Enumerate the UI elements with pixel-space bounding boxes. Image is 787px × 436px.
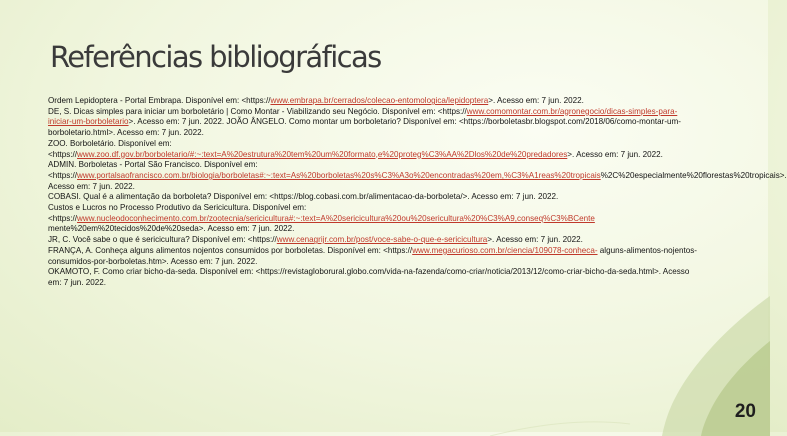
reference-link[interactable]: www.nucleodoconhecimento.com.br/zootecnia/sericicultura#:~:text=A%20sericicultura%20ou%20sericultura%20%C3%A9,conseq%C3%BCente <box>77 213 595 223</box>
reference-item <box>48 107 700 139</box>
reference-text: OKAMOTO, F. Como criar bicho-da-seda. Disponível em: <https://revistagloborural.globo.com/vida-na-fazenda/como-criar/noticia/2013/12/como-criar-bicho-da-seda.html>. Acesso em: 7 jun. 2022. <box>48 267 690 287</box>
page-number: 20 <box>734 401 756 422</box>
reference-text: JR, C. Você sabe o que é sericicultura? Disponível em: <https:// <box>48 235 277 245</box>
reference-text: ZOO. Borboletário. Disponível em: <https:// <box>48 138 172 159</box>
decorative-wave-icon <box>490 286 770 436</box>
reference-link[interactable]: www.embrapa.br/cerrados/colecao-entomologica/lepidoptera <box>270 96 489 105</box>
reference-link[interactable]: www.cenagrijr.com.br/post/voce-sabe-o-que-e-sericicultura <box>276 235 488 245</box>
reference-text: FRANÇA, A. Conheça alguns alimentos nojentos consumidos por borboletas. Disponível em: <https:// <box>48 245 413 255</box>
reference-item <box>48 246 700 267</box>
reference-text: ADMIN. Borboletas - Portal São Francisco. Disponível em: <https:// <box>48 160 258 180</box>
reference-link[interactable]: www.comomontar.com.br/agronegocio/dicas-simples-para-iniciar-um-borboletario <box>48 106 678 127</box>
reference-text: %2C%20especialmente%20florestas%20tropicais>. Acesso em: 7 jun. 2022. <box>48 170 787 191</box>
reference-item <box>48 139 700 160</box>
reference-text: >. Acesso em: 7 jun. 2022. <box>567 149 663 159</box>
reference-text: Ordem Lepidoptera - Portal Embrapa. Disponível em: <https:// <box>48 96 271 105</box>
reference-text: mente%20em%20tecidos%20de%20seda>. Acesso em: 7 jun. 2022. <box>48 224 295 234</box>
slide-title: Referências bibliográficas <box>50 40 381 74</box>
reference-link[interactable]: www.megacurioso.com.br/ciencia/109078-conheca- <box>412 245 598 255</box>
reference-text: COBASI. Qual é a alimentação da borboleta? Disponível em: <https://blog.cobasi.com.br/alimentacao-da-borboleta/>. Acesso em: 7 jun. 2022. <box>48 192 559 202</box>
reference-text: >. Acesso em: 7 jun. 2022. <box>487 235 583 245</box>
reference-text: DE, S. Dicas simples para iniciar um borboletário | Como Montar - Viabilizando seu Negócio. Disponível em: <https:// <box>48 106 467 116</box>
reference-text: alguns-alimentos-nojentos-consumidos-por-borboletas.htm>. Acesso em: 7 jun. 2022. <box>48 245 697 266</box>
reference-text: >. Acesso em: 7 jun. 2022. JOÃO ÂNGELO. Como montar um borboletario? Disponível em: <https://borboletasbr.blogspot.com/2018/06/como-montar-um-borboletario.html>. Acesso em: 7 jun. 2022. <box>48 117 681 138</box>
reference-link[interactable]: www.zoo.df.gov.br/borboletario/#:~:text=A%20estrutura%20tem%20um%20formato,e%20proteg%C3%AA%2Dlos%20de%20predadores <box>77 149 568 159</box>
reference-item <box>48 96 700 107</box>
reference-item <box>48 235 700 246</box>
reference-link[interactable]: www.portalsaofrancisco.com.br/biologia/borboletas#:~:text=As%20borboletas%20s%C3%A3o%20encontradas%20em,%C3%A1reas%20tropicais <box>77 170 601 180</box>
reference-item <box>48 160 787 192</box>
reference-text: Custos e Lucros no Processo Produtivo da Sericicultura. Disponível em: <https:// <box>48 203 307 223</box>
references-list <box>48 96 787 289</box>
reference-text: >. Acesso em: 7 jun. 2022. <box>488 96 584 105</box>
reference-item <box>48 203 700 235</box>
reference-item <box>48 192 700 203</box>
